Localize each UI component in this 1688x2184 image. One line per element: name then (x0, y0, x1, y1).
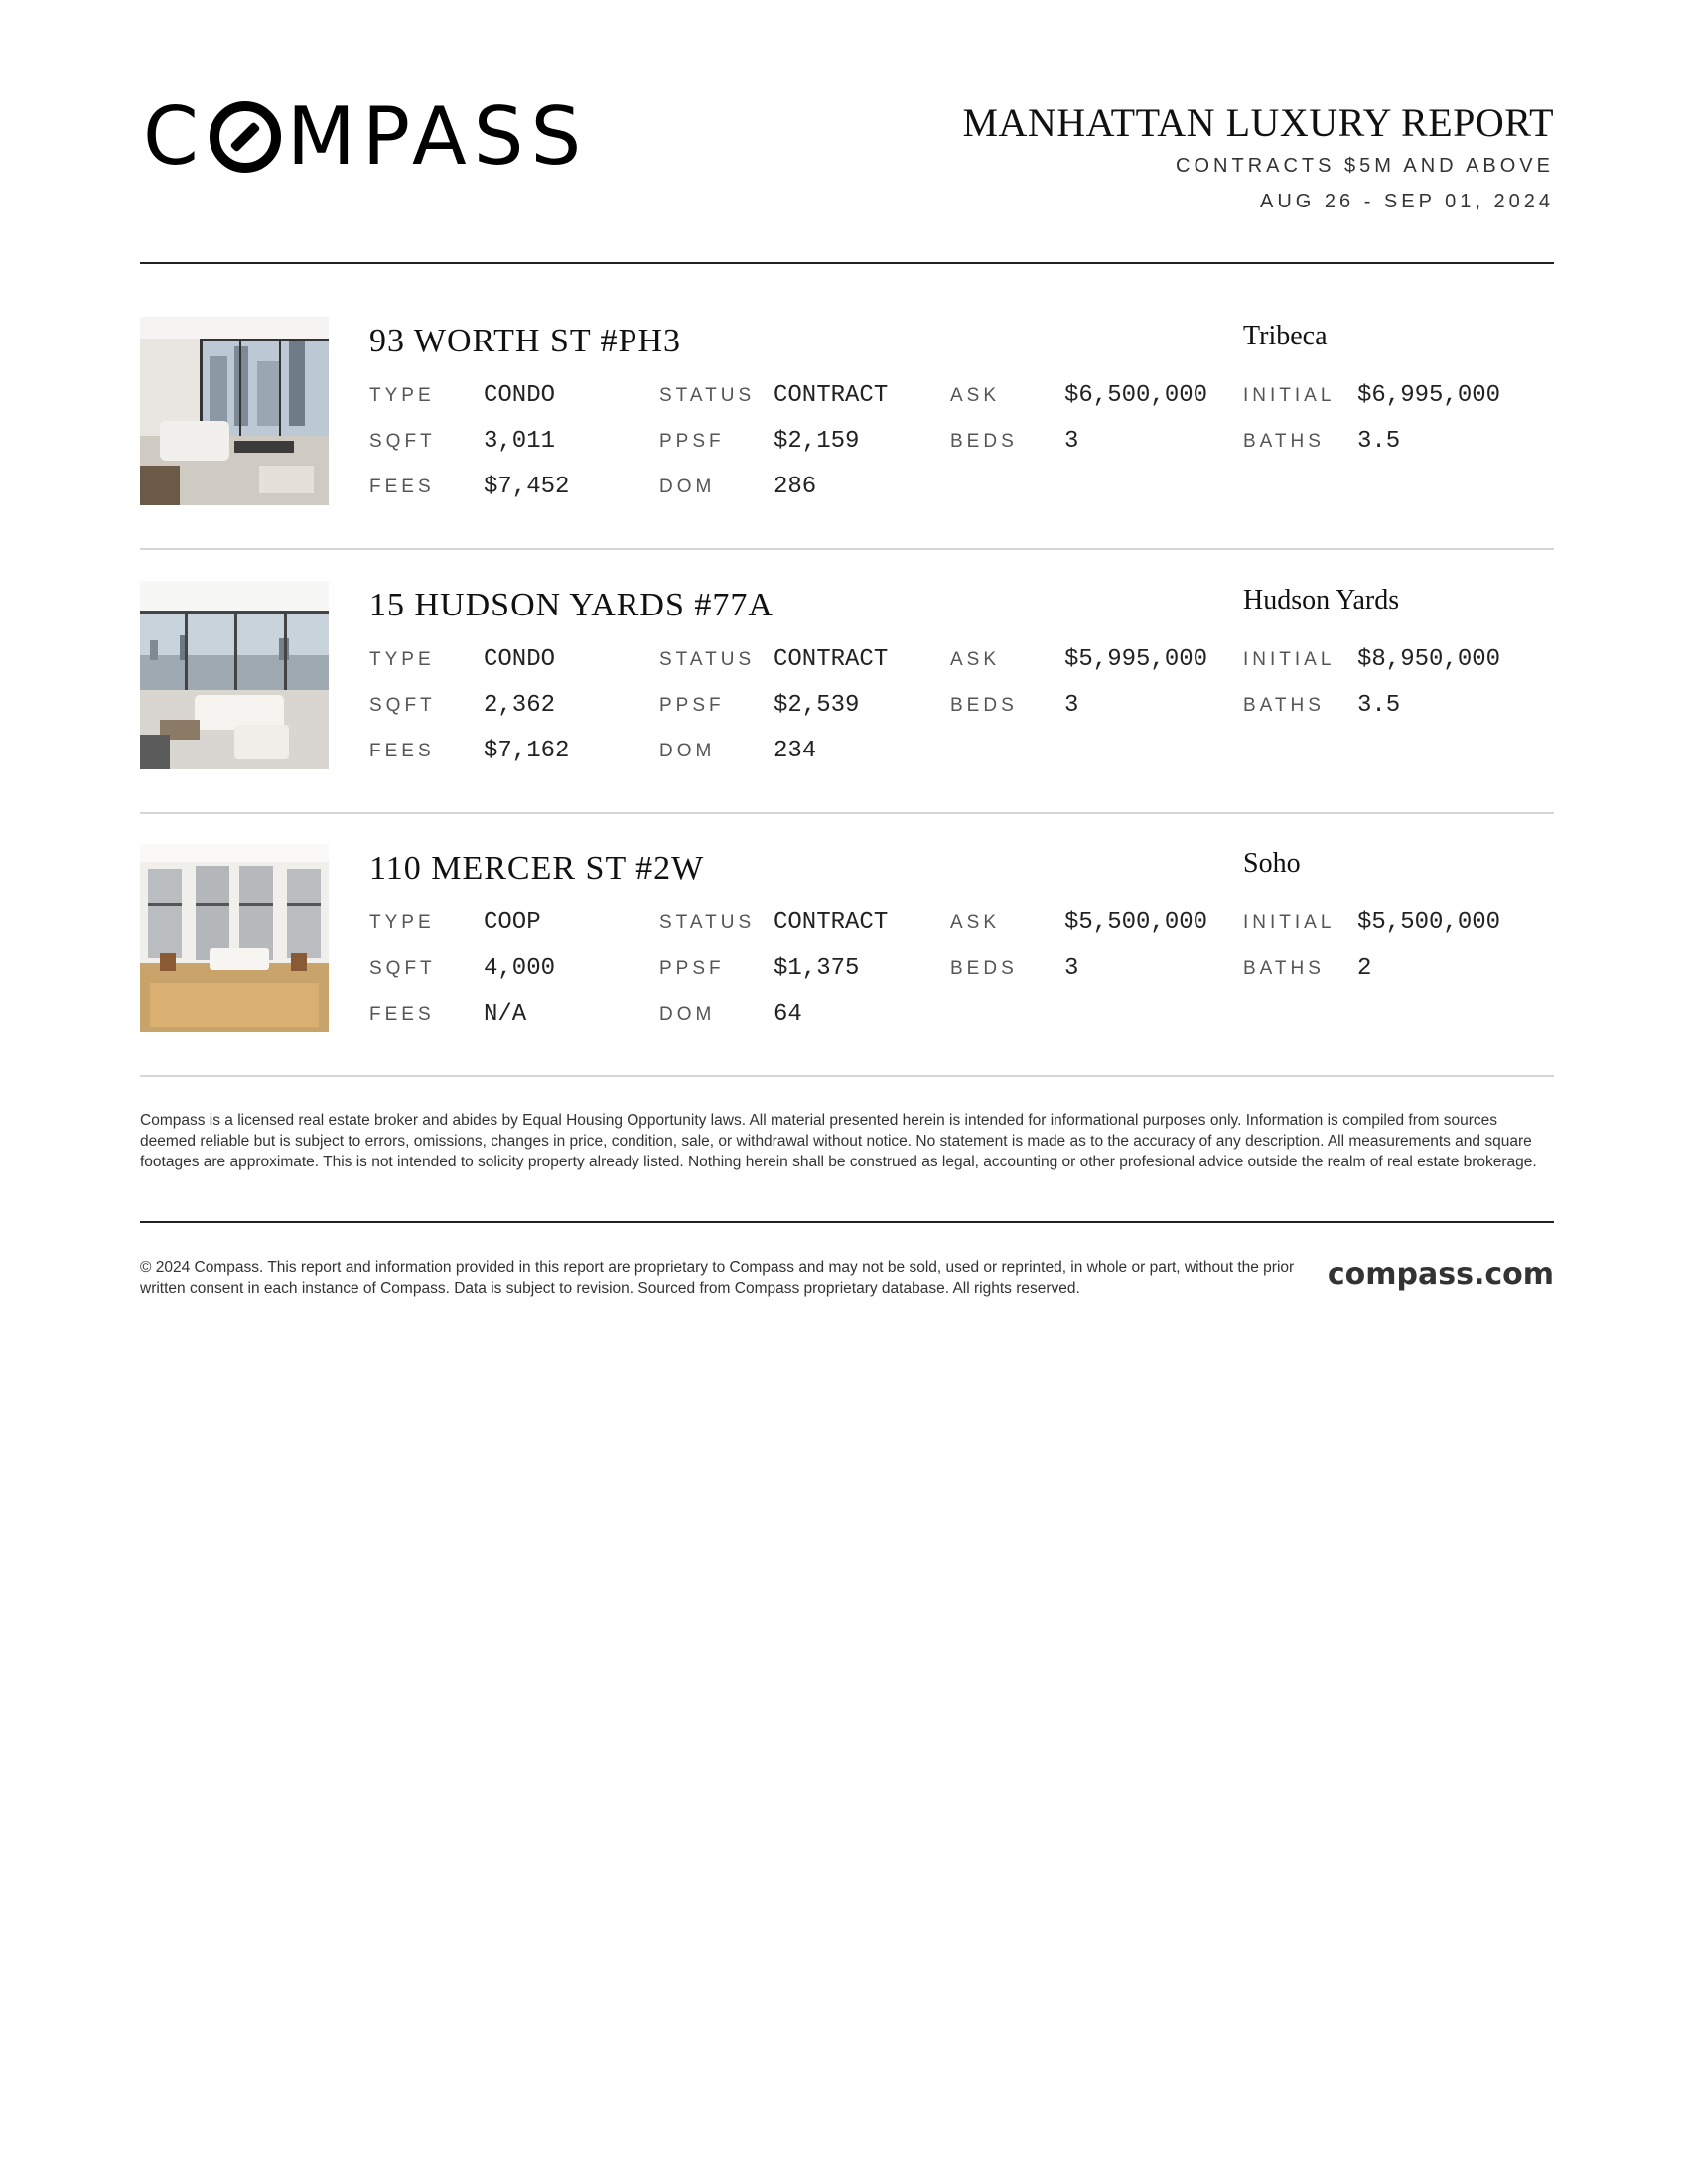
value-beds: 3 (1064, 428, 1079, 455)
value-fees: $7,162 (484, 738, 570, 764)
label-dom: DOM (659, 741, 716, 761)
disclaimer-text: Compass is a licensed real estate broker and abides by Equal Housing Opportunity laws. All material presented herein is intended for informational purposes only. Information is compiled from sources deemed reliable but is subject to errors, omissions, changes in price, condition, sale, or withdrawal without notice. No statement is made as to the accuracy of any description. All measurements and square footages are approximate. This is not intended to solicity property already listed. Nothing herein shall be construed as legal, accounting or other profesional advice outside the realm of real estate brokerage. (140, 1112, 1537, 1170)
label-beds: BEDS (950, 958, 1018, 979)
listing-photo-image (140, 844, 329, 1032)
value-ppsf: $2,159 (774, 428, 860, 455)
value-initial: $5,500,000 (1357, 909, 1501, 936)
listing-photo-image (140, 317, 329, 505)
listing-photo-image (140, 581, 329, 769)
label-initial: INITIAL (1243, 912, 1336, 933)
value-type: CONDO (484, 646, 556, 673)
value-initial: $6,995,000 (1357, 382, 1501, 409)
value-beds: 3 (1064, 955, 1079, 982)
label-ask: ASK (950, 385, 1001, 406)
label-sqft: SQFT (369, 431, 436, 452)
label-baths: BATHS (1243, 431, 1325, 452)
label-ppsf: PPSF (659, 431, 725, 452)
label-dom: DOM (659, 477, 716, 497)
listing-photo (140, 844, 329, 1032)
label-ppsf: PPSF (659, 695, 725, 716)
label-ask: ASK (950, 912, 1001, 933)
value-sqft: 2,362 (484, 692, 556, 719)
report-date-range: AUG 26 - SEP 01, 2024 (1260, 191, 1554, 212)
value-fees: N/A (484, 1001, 527, 1027)
value-ask: $5,995,000 (1064, 646, 1208, 673)
listing-photo (140, 317, 329, 505)
listing-address: 15 HUDSON YARDS #77A (369, 587, 774, 623)
listing-neighborhood: Hudson Yards (1243, 585, 1400, 615)
label-beds: BEDS (950, 431, 1018, 452)
value-baths: 3.5 (1357, 692, 1401, 719)
value-initial: $8,950,000 (1357, 646, 1501, 673)
value-dom: 64 (774, 1001, 802, 1027)
listing-photo (140, 581, 329, 769)
value-beds: 3 (1064, 692, 1079, 719)
value-sqft: 3,011 (484, 428, 556, 455)
listing-neighborhood: Soho (1243, 848, 1301, 879)
listing-card (140, 844, 1554, 1032)
footer-divider (140, 1221, 1554, 1223)
value-ask: $5,500,000 (1064, 909, 1208, 936)
compass-logo-o-icon (210, 101, 281, 173)
listing-divider (140, 812, 1554, 814)
value-ppsf: $1,375 (774, 955, 860, 982)
label-baths: BATHS (1243, 958, 1325, 979)
value-baths: 2 (1357, 955, 1372, 982)
value-ask: $6,500,000 (1064, 382, 1208, 409)
compass-logo: C MPASS (143, 90, 589, 183)
label-initial: INITIAL (1243, 385, 1336, 406)
site-link[interactable]: compass.com (1327, 1257, 1554, 1292)
label-status: STATUS (659, 912, 756, 933)
listing-card (140, 581, 1554, 769)
label-type: TYPE (369, 912, 435, 933)
label-sqft: SQFT (369, 958, 436, 979)
listing-address: 110 MERCER ST #2W (369, 850, 705, 887)
value-ppsf: $2,539 (774, 692, 860, 719)
label-fees: FEES (369, 1004, 435, 1024)
copyright-text: © 2024 Compass. This report and information provided in this report are proprietary to Compass and may not be sold, used or reprinted, in whole or part, without the prior written consent in each instance of Compass. Data is subject to revision. Sourced from Compass proprietary database. All rights reserved. (140, 1259, 1295, 1297)
label-dom: DOM (659, 1004, 716, 1024)
header-divider (140, 262, 1554, 264)
listing-divider (140, 1075, 1554, 1077)
value-type: CONDO (484, 382, 556, 409)
report-subtitle: CONTRACTS $5M AND ABOVE (1176, 155, 1554, 177)
listing-address: 93 WORTH ST #PH3 (369, 323, 682, 359)
value-status: CONTRACT (774, 909, 889, 936)
listing-neighborhood: Tribeca (1243, 321, 1328, 351)
label-type: TYPE (369, 649, 435, 670)
label-baths: BATHS (1243, 695, 1325, 716)
listing-card (140, 317, 1554, 505)
label-initial: INITIAL (1243, 649, 1336, 670)
value-status: CONTRACT (774, 382, 889, 409)
value-fees: $7,452 (484, 474, 570, 500)
label-sqft: SQFT (369, 695, 436, 716)
listing-divider (140, 548, 1554, 550)
value-sqft: 4,000 (484, 955, 556, 982)
value-dom: 234 (774, 738, 817, 764)
label-ppsf: PPSF (659, 958, 725, 979)
label-fees: FEES (369, 477, 435, 497)
report-title: MANHATTAN LUXURY REPORT (962, 100, 1554, 145)
value-type: COOP (484, 909, 541, 936)
label-status: STATUS (659, 649, 756, 670)
label-status: STATUS (659, 385, 756, 406)
label-ask: ASK (950, 649, 1001, 670)
label-beds: BEDS (950, 695, 1018, 716)
value-dom: 286 (774, 474, 817, 500)
value-status: CONTRACT (774, 646, 889, 673)
value-baths: 3.5 (1357, 428, 1401, 455)
label-type: TYPE (369, 385, 435, 406)
label-fees: FEES (369, 741, 435, 761)
